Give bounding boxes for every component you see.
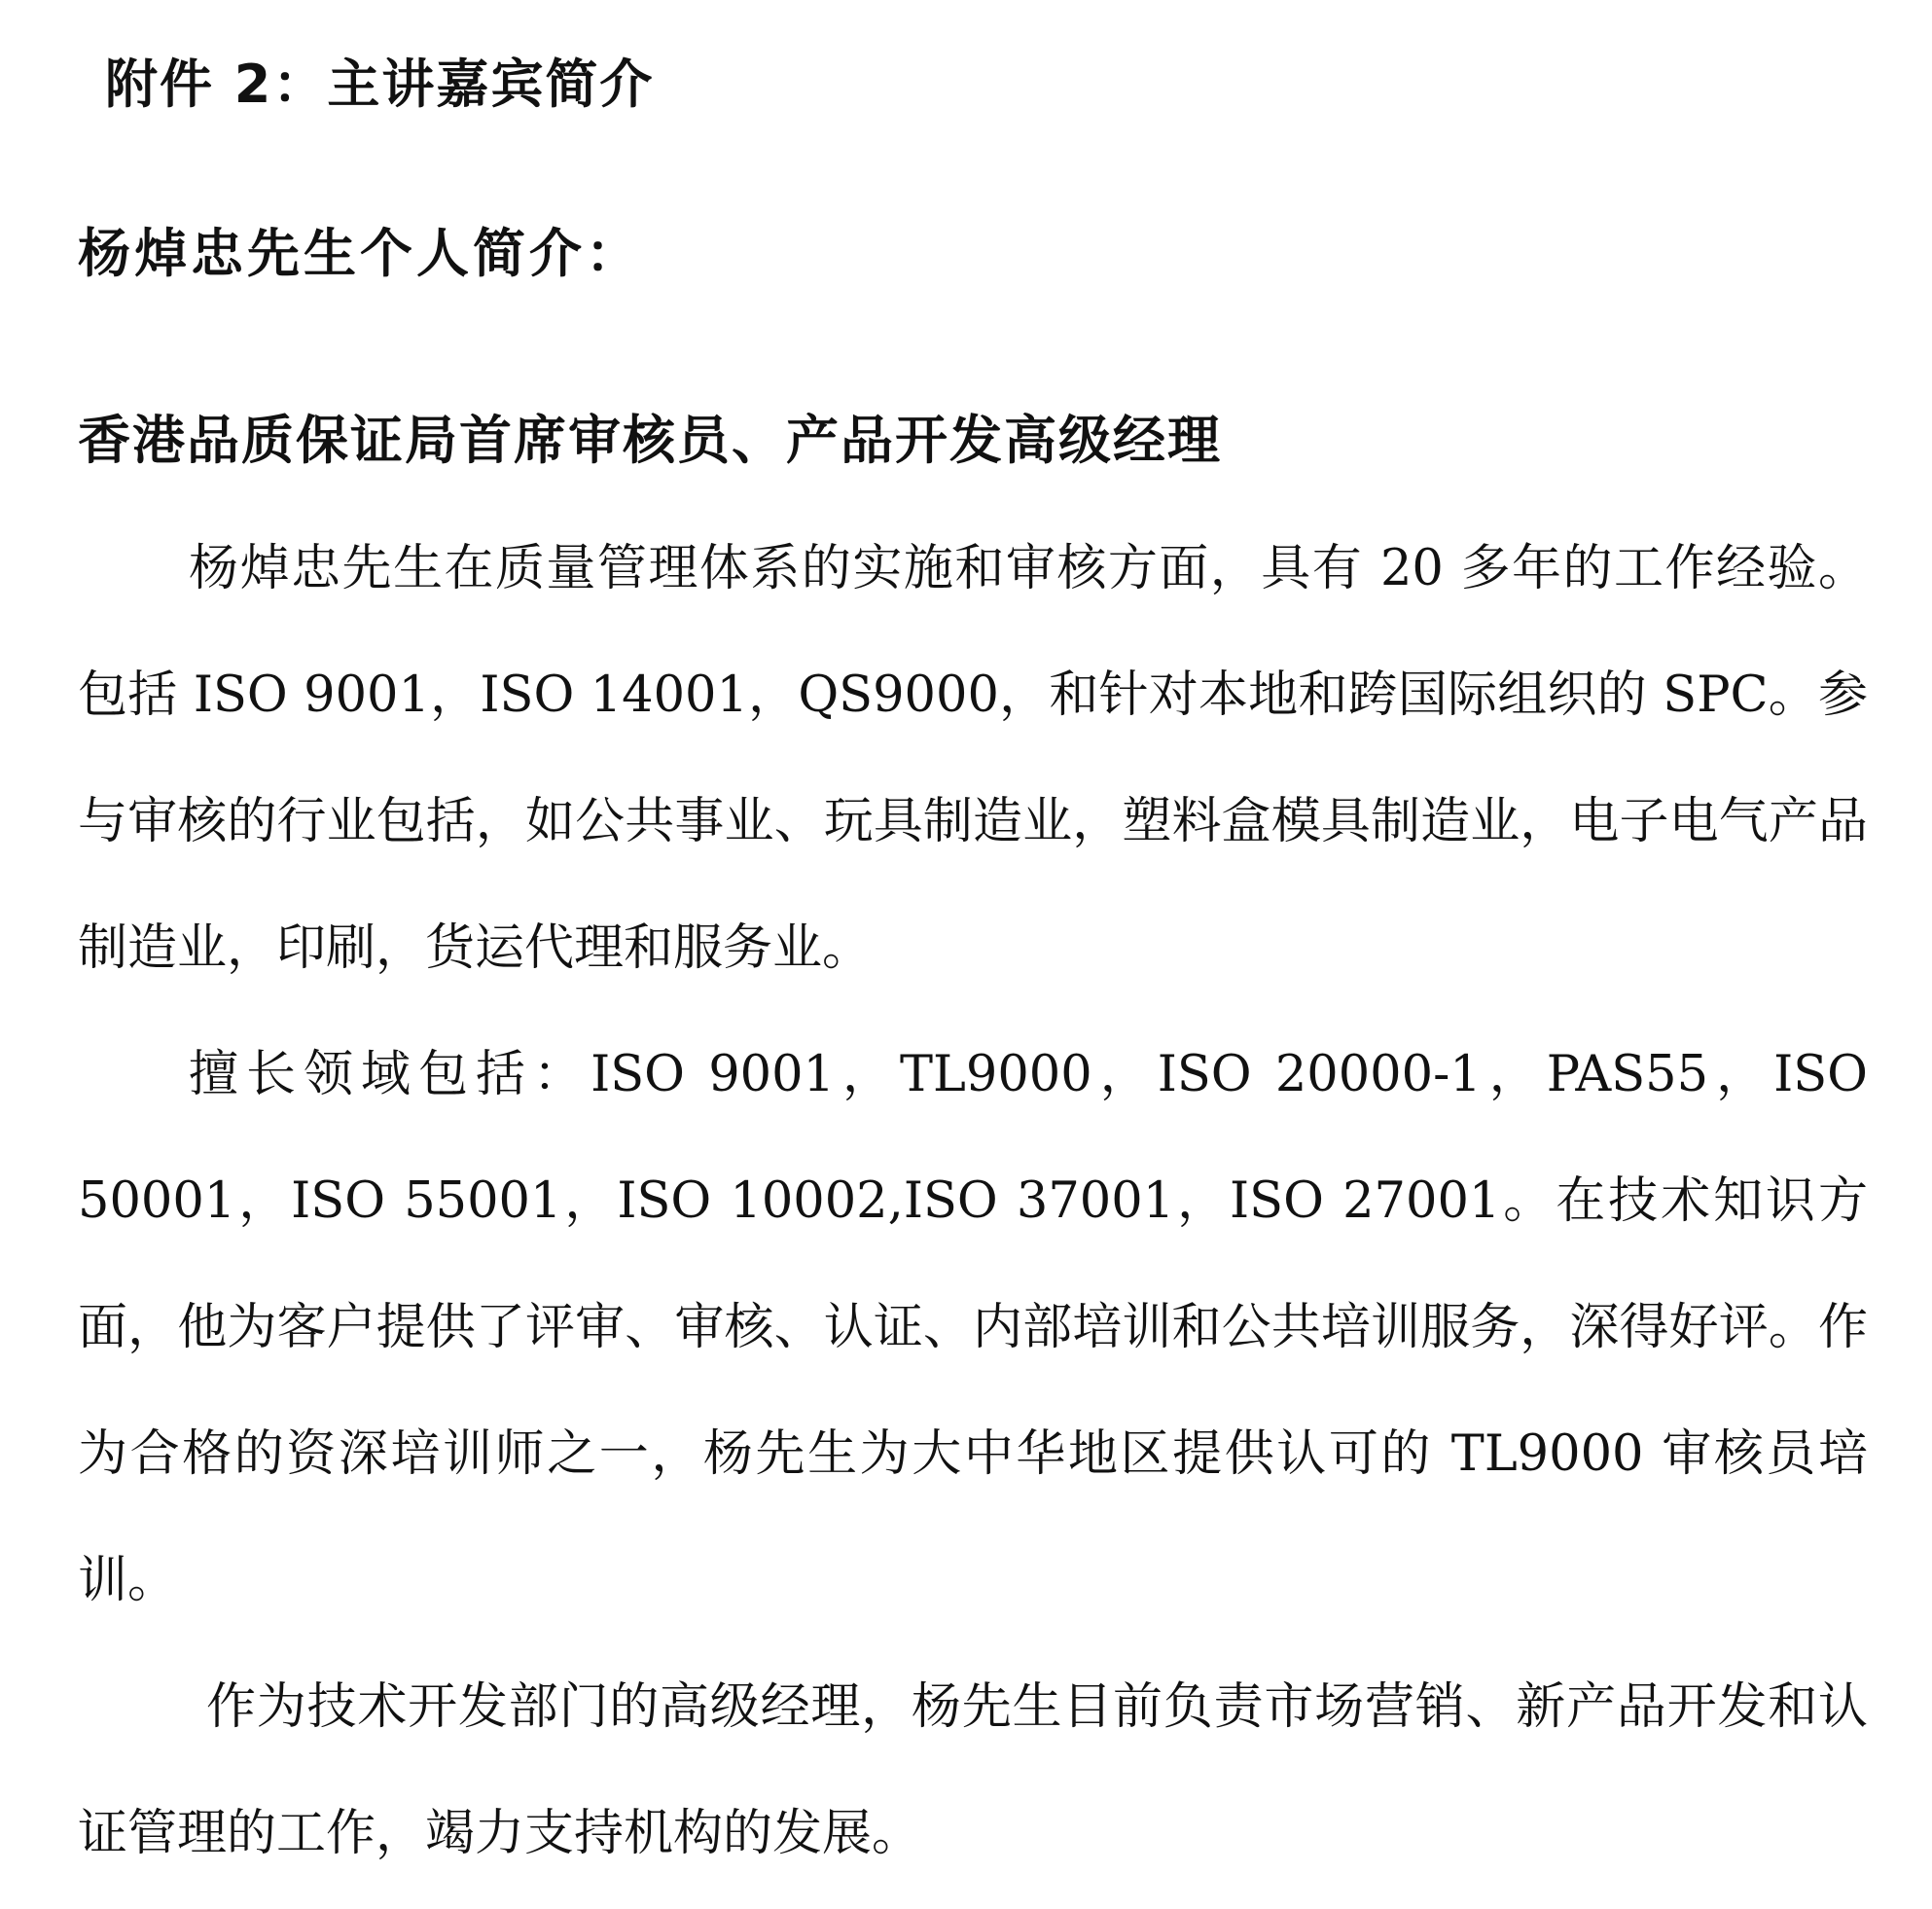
bio-paragraph-current-role: 作为技术开发部门的高级经理，杨先生目前负责市场营销、新产品开发和认证管理的工作，竭力支持机构的发展。 bbox=[78, 1678, 1868, 1862]
role-heading: 香港品质保证局首席审核员、产品开发高级经理 bbox=[78, 410, 1222, 471]
bio-paragraph-experience: 杨焯忠先生在质量管理体系的实施和审核方面，具有 20 多年的工作经验。包括 ISO 9001，ISO 14001，QS9000，和针对本地和跨国际组织的 SPC。参与审核的行业包括，如公共事业、玩具制造业，塑料盒模具制造业，电子电气产品制造业，印刷，货运代理和服务业。 bbox=[78, 540, 1868, 977]
annex-title: 附件 2：主讲嘉宾简介 bbox=[105, 54, 655, 115]
bio-paragraph-expertise: 擅长领域包括：ISO 9001，TL9000，ISO 20000-1，PAS55，ISO 50001，ISO 55001，ISO 10002,ISO 37001，ISO 27001。在技术知识方面，他为客户提供了评审、审核、认证、内部培训和公共培训服务，深得好评。作为合格的资深培训师之一，杨先生为大中华地区提供认可的 TL9000 审核员培训。 bbox=[78, 1046, 1868, 1609]
person-heading: 杨焯忠先生个人简介： bbox=[78, 223, 642, 284]
